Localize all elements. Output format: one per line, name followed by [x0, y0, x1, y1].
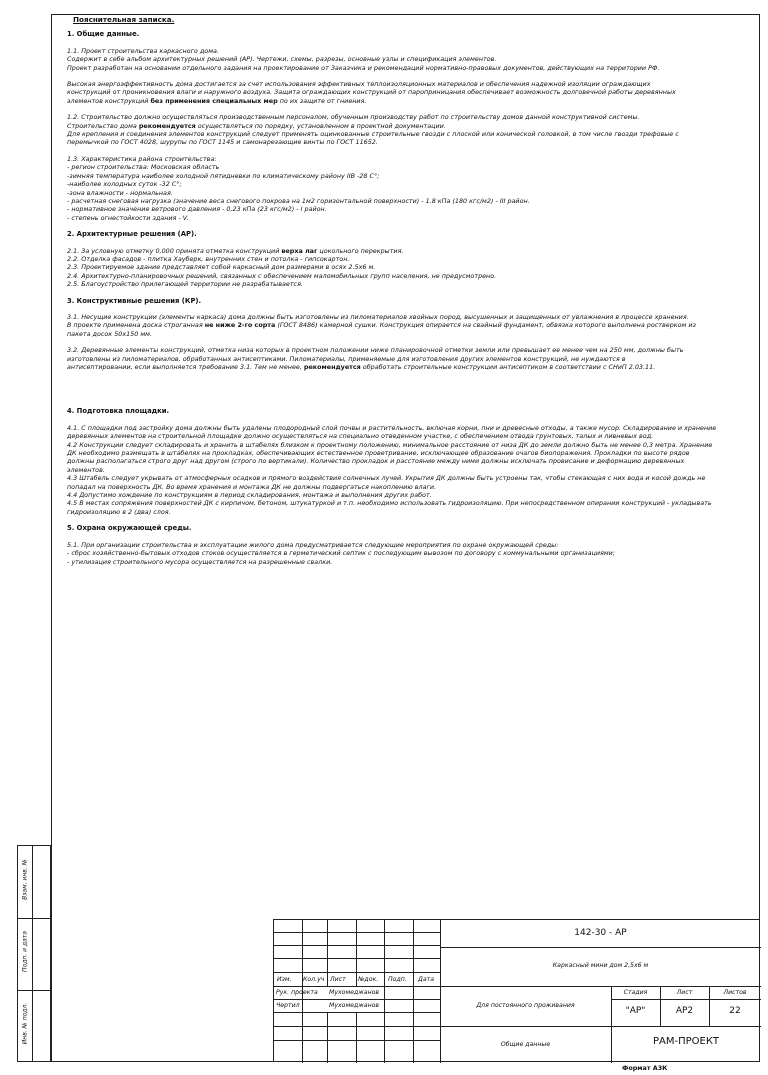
bold-text: верха лаг — [281, 246, 318, 255]
object-name: Каркасный мини дом 2,5х6 м — [552, 962, 649, 969]
text-line: 1.3. Характеристика района строительства: — [67, 154, 217, 163]
side-label-podp: Подп. и дата — [21, 931, 29, 972]
header-ndok: №док. — [358, 976, 379, 983]
text-line: Содержит в себе альбом архитектурных решений (АР). Чертежи, схемы, разрезы, основные узлы и спецификация элементов. — [67, 55, 497, 64]
text-line: изготовлены из пиломатериалов, обработанных антисептиками. Пиломатериалы, применяемые для изготовления других элементов конструкций, не нуждаются в — [67, 354, 626, 363]
text-line — [67, 321, 753, 329]
text-line: 1.1. Проект строительства каркасного дома. — [67, 46, 219, 55]
bold-text: без применения специальных мер — [150, 96, 278, 105]
text-run: осуществляться по порядку, установленном в проектной документации. — [195, 121, 446, 130]
section-4-heading: 4. Подготовка площадки. — [67, 407, 170, 416]
company-name: РАМ-ПРОЕКТ — [652, 1036, 720, 1047]
text-line: Высокая энергоэффективность дома достигается за счет использования эффективных теплоизоляционных материалов и обеспечения надежной изоляции ограждающих — [67, 80, 651, 89]
text-line: - сброс хозяйственно-бытовых отходов стоков осуществляется в герметический септик с последующим вывозом по договору с коммунальными организациями; — [67, 549, 615, 558]
text-line: -наиболее холодных суток -32 С°; — [67, 180, 182, 189]
grid-line — [356, 920, 357, 986]
grid-line — [413, 920, 414, 1063]
side-stamp — [17, 845, 51, 1062]
grid-line — [274, 986, 440, 987]
text-line: 2.2. Отделка фасадов - плитка Хауберк, внутренних стен и потолка - гипсокартон. — [67, 254, 350, 263]
header-data: Дата — [418, 976, 435, 983]
text-line: конструкций от проникновения влаги и наружного воздуха. Защита ограждающих конструкций от пароприницания обеспечивает возможность долговечной работы деревянных — [67, 88, 676, 97]
grid-line — [274, 972, 440, 973]
text-line: - расчетная снеговая нагрузка (значение веса снегового покрова на 1м2 горизонтальной поверхности) - 1.8 кПа (180 кгс/м2) - III район. — [67, 196, 530, 205]
role-head: Рук. проекта — [276, 989, 318, 996]
grid-line — [274, 1040, 440, 1041]
text-line: пакета досок 50х150 мм. — [67, 329, 153, 338]
text-line: 4.3 Штабель следует укрывать от атмосферных осадков и прямого воздействия солнечных лучей. Укрытия ДК должны быть устроены так, чтобы стекающая с них вода и косой дождь не — [67, 474, 706, 483]
grid-line — [384, 920, 385, 1063]
text-run: Строительство дома — [67, 121, 139, 130]
text-line: -зона влажности - нормальная. — [67, 188, 173, 197]
text-line: 3.1. Несущие конструкции (элементы каркаса) дома должны быть изготовлены из пиломатериалов хвойных пород, высушенных и защищенных от увлажнения в процессе хранения. — [67, 312, 689, 321]
s3-paragraph-1 — [67, 313, 753, 338]
text-run: 2.1. За условную отметку 0,000 принята отметка конструкций — [67, 246, 282, 255]
side-cell-podp — [18, 918, 52, 991]
grid-line — [274, 999, 440, 1000]
grid-line — [611, 999, 761, 1000]
header-izm: Изм. — [277, 976, 292, 983]
bold-text: рекомендуется — [303, 363, 361, 371]
text-line: Для крепления и соединения элементов конструкций следует применять оцинкованные строительные гвозди с плоской или конической головкой, в том числе гвозди трефовые с — [67, 130, 679, 139]
side-label-inv: Инв. № подл. — [21, 1002, 29, 1045]
title-block — [273, 919, 760, 1062]
grid-line — [274, 945, 440, 946]
text-line: ДК необходимо размещать в штабелях на прокладках, обеспечивающих естественное проветривание, исключающее образование очагов биопоражения. Прокладки по высоте рядов — [67, 449, 690, 458]
text-line: деревянных элементов на строительной площадке должно осуществляться на специально отведенном участке, с обеспечением отвода грунтовых, талых и ливневых вод. — [67, 432, 654, 441]
grid-line — [274, 1012, 440, 1013]
stage-value: "АР" — [625, 1006, 646, 1016]
text-line: 5.1. При организации строительства и эксплуатации жилого дома предусматривается следующие мероприятия по охране окружающей среды: — [67, 540, 559, 549]
section-1-heading: 1. Общие данные. — [67, 30, 140, 39]
text-run: элементов конструкций — [67, 96, 151, 105]
text-run: по их защите от гниения. — [277, 96, 367, 105]
s4-paragraph — [67, 424, 753, 516]
text-line: 2.3. Проектируемое здание представляет собой каркасный дом размерами в осях 2.5х6 м. — [67, 263, 376, 272]
text-line: перемычкой по ГОСТ 4028, шурупы по ГОСТ 1145 и самонарезающие винты по ГОСТ 11652. — [67, 138, 378, 147]
text-line — [67, 247, 753, 255]
grid-line — [327, 1012, 328, 1063]
text-line — [67, 122, 753, 130]
s1-paragraph-4 — [67, 155, 753, 222]
grid-line — [274, 932, 440, 933]
text-line: -зимняя температура наиболее холодной пятидневки по климатическому району IIВ -28 С°; — [67, 171, 380, 180]
text-line — [67, 97, 753, 105]
header-kol-uch: Кол.уч — [303, 976, 325, 983]
text-line: должны располагаться строго друг над другом (строго по вертикали). Количество прокладок и расстояние между ними должны исключать провисание и деформацию деревянных — [67, 457, 685, 466]
s5-paragraph — [67, 541, 753, 566]
role-drawer: Чертил — [276, 1002, 300, 1009]
text-line: 3.2. Деревянные элементы конструкций, отметка низа которых в проектном положении ниже планировочной отметки земли или превышает ее менее чем на 250 мм, должны быть — [67, 346, 684, 355]
sheet-format: Формат А3К — [622, 1064, 668, 1072]
s1-paragraph-2 — [67, 80, 753, 105]
sheet-title: Общие данные — [500, 1041, 551, 1048]
grid-line — [356, 1012, 357, 1063]
text-line: - утилизация строительного мусора осуществляется на разрешенные свалки. — [67, 557, 333, 566]
grid-line — [327, 920, 328, 986]
bold-text: не ниже 2-го сорта — [204, 321, 276, 330]
bold-text: рекомендуется — [138, 121, 196, 130]
text-line: 4.1. С площадки под застройку дома должны быть удалены плодородный слой почвы и растительность, включая корни, пни и древесные отходы, а также мусор. Складирование и хранение — [67, 423, 717, 432]
text-line: 2.4. Архитектурно-планировочных решений, связанных с обеспечением маломобильных групп населения, не предусмотрено. — [67, 271, 497, 280]
grid-line — [440, 986, 761, 987]
sheets-value: 22 — [729, 1006, 741, 1016]
text-run: обработать строительные конструкции антисептиком в соответствии с СНиП 2.03.11. — [360, 363, 656, 371]
header-podp: Подп. — [388, 976, 407, 983]
grid-line — [440, 1026, 761, 1027]
text-line: 2.5. Благоустройство прилегающей территории не разрабатывается. — [67, 280, 303, 289]
side-cell-inv — [18, 990, 52, 1062]
text-line: - степень огнестойкости здания - V. — [67, 213, 189, 222]
name-drawer: Мухомеджанов — [329, 1002, 380, 1009]
grid-line — [611, 986, 612, 1063]
grid-line — [440, 947, 761, 948]
purpose: Для постоянного проживания — [476, 1002, 575, 1009]
text-line — [67, 363, 753, 371]
side-cell-vzam — [18, 846, 52, 919]
note-title: Пояснительная записка. — [73, 15, 175, 24]
text-run: антисептировании, если выполняется требование 3.1. Тем не менее, — [67, 363, 304, 371]
text-run: цокольного перекрытия. — [317, 246, 404, 255]
text-line: 1.2. Строительство должно осуществляться производственным персоналом, обученным производству работ по строительству домов данной конструктивной системы. — [67, 113, 640, 122]
name-head: Мухомеджанов — [329, 989, 380, 996]
sheet-header: Лист — [676, 989, 693, 996]
project-code: 142-30 - АР — [574, 928, 627, 938]
s1-paragraph-3 — [67, 113, 753, 147]
text-line: 4.4 Допустимо хождение по конструкциям в период складирования, монтажа и выполнения других работ. — [67, 491, 432, 500]
text-line: - регион строительства: Московская область — [67, 163, 220, 172]
text-line: элементов. — [67, 465, 105, 474]
grid-line — [274, 1026, 440, 1027]
header-list: Лист — [330, 976, 346, 983]
s2-paragraph — [67, 247, 753, 289]
text-line: - нормативное значение ветрового давления - 0,23 кПа (23 кгс/м2) - I район. — [67, 205, 327, 214]
section-3-heading: 3. Конструктивные решения (КР). — [67, 296, 202, 305]
side-label-vzam: Взам. инв. № — [21, 859, 29, 900]
text-line: 4.2 Конструкции следует складировать и хранить в штабелях близком к проектному положению, минимальное расстояние от низа ДК до земли должно быть не менее 0,3 метра. Хранение — [67, 440, 713, 449]
grid-line — [274, 958, 440, 959]
text-line: 4.5 В местах сопряжения поверхностей ДК с кирпичом, бетоном, штукатуркой и т.п. необходимо использовать гидроизоляцию. При непосредственном опирании конструкций - укладывать — [67, 499, 712, 508]
s3-paragraph-2 — [67, 346, 753, 371]
text-line: попадал на поверхность ДК. Во время хранения и монтажа ДК не должны подвергаться накоплению влаги. — [67, 482, 437, 491]
section-5-heading: 5. Охрана окружающей среды. — [67, 524, 192, 533]
section-2-heading: 2. Архитектурные решения (АР). — [67, 230, 197, 239]
text-line: Проект разработан на основании отдельного задания на проектирование от Заказчика и рекомендаций нормативно-правовых документов, действующих на территории РФ. — [67, 63, 660, 72]
text-run: В проекте применена доска строганная — [67, 321, 205, 330]
explanatory-note — [67, 16, 753, 574]
sheets-header: Листов — [723, 989, 747, 996]
text-run: (ГОСТ 8486) камерной сушки. Конструкция опирается на свайный фундамент, обвязка которого выполнена ростверком из — [275, 321, 696, 330]
sheet-value: АР2 — [675, 1006, 694, 1016]
text-line: гидроизоляцию в 2 (два) слоя. — [67, 507, 171, 516]
stage-header: Стадия — [623, 989, 648, 996]
s1-paragraph-1 — [67, 47, 753, 72]
